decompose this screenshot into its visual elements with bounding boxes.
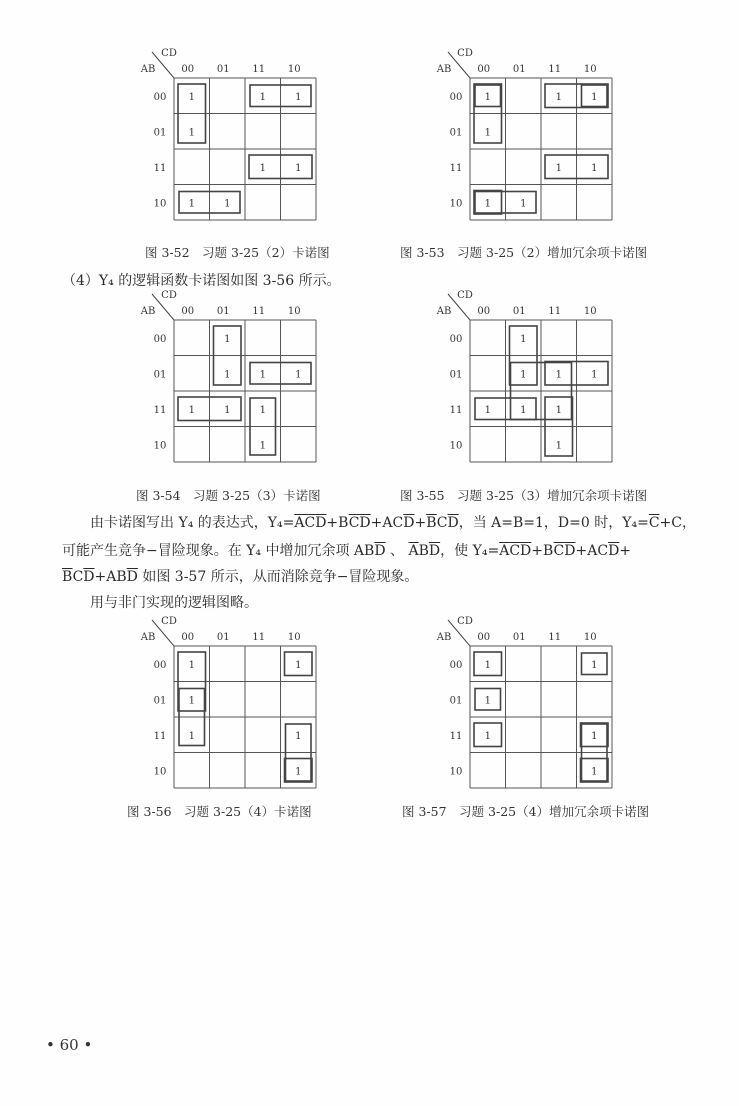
cell-one: 1 [188, 91, 195, 103]
figure-caption: 图 3-54 习题 3-25（3）卡诺图 [136, 488, 321, 503]
cd-label: CD [161, 616, 177, 627]
text-segment: ，当 A=B=1，D=0 时，Y₄= [458, 515, 649, 531]
row-label: 00 [449, 91, 463, 103]
row-label: 11 [153, 404, 167, 416]
overlined-variable: $\overline{C}$ [304, 515, 316, 531]
cell-one: 1 [484, 695, 491, 707]
overlined-variable: $\overline{C}$ [348, 515, 360, 531]
row-label: 10 [153, 766, 167, 778]
column-label: 00 [477, 632, 491, 643]
cd-label: CD [161, 48, 177, 59]
column-label: 11 [548, 306, 562, 317]
figure-caption: 图 3-55 习题 3-25（3）增加冗余项卡诺图 [400, 488, 648, 503]
column-label: 11 [548, 64, 562, 75]
paragraph-line [62, 566, 418, 586]
row-label: 10 [153, 198, 167, 210]
overlined-variable: $\overline{A}$ [408, 543, 419, 559]
overlined-variable: $\overline{C}$ [509, 543, 521, 559]
cd-label: CD [457, 48, 473, 59]
ab-label: AB [436, 632, 452, 643]
row-label: 10 [449, 766, 463, 778]
paragraph-line [62, 592, 258, 612]
cell-one: 1 [188, 198, 195, 210]
cell-one: 1 [224, 404, 231, 416]
cell-one: 1 [520, 369, 527, 381]
overlined-variable: $\overline{C}$ [648, 515, 660, 531]
text-segment: B [418, 543, 429, 559]
row-label: 01 [153, 695, 167, 707]
cell-one: 1 [259, 162, 266, 174]
ab-label: AB [140, 64, 156, 75]
karnaugh-map-fig-3-55 [430, 290, 620, 470]
cell-one: 1 [224, 333, 231, 345]
row-label: 11 [153, 730, 167, 742]
cell-one: 1 [259, 440, 266, 452]
cell-one: 1 [591, 730, 598, 742]
cell-one: 1 [188, 659, 195, 671]
text-segment: +B [326, 515, 349, 531]
overlined-variable: $\overline{A}$ [294, 515, 305, 531]
overlined-variable: $\overline{D}$ [374, 543, 386, 559]
overlined-variable: $\overline{B}$ [426, 515, 437, 531]
row-label: 01 [449, 127, 463, 139]
column-label: 10 [583, 64, 597, 75]
cell-one: 1 [224, 369, 231, 381]
cell-one: 1 [295, 659, 302, 671]
column-label: 00 [181, 64, 195, 75]
overlined-variable: $\overline{D}$ [359, 515, 371, 531]
text-segment: C [436, 515, 448, 531]
row-label: 01 [449, 369, 463, 381]
figure-caption: 图 3-53 习题 3-25（2）增加冗余项卡诺图 [400, 245, 648, 260]
cell-one: 1 [555, 440, 562, 452]
figure-caption: 图 3-56 习题 3-25（4）卡诺图 [127, 804, 312, 819]
row-label: 00 [153, 659, 167, 671]
column-label: 01 [216, 64, 230, 75]
cell-one: 1 [484, 91, 491, 103]
row-label: 00 [449, 333, 463, 345]
overlined-variable: $\overline{B}$ [62, 569, 73, 585]
figure-caption: 图 3-57 习题 3-25（4）增加冗余项卡诺图 [402, 804, 650, 819]
column-label: 11 [252, 632, 266, 643]
cell-one: 1 [188, 127, 195, 139]
cd-label: CD [457, 290, 473, 301]
cell-one: 1 [188, 730, 195, 742]
row-label: 01 [153, 127, 167, 139]
cell-one: 1 [520, 404, 527, 416]
overlined-variable: $\overline{D}$ [126, 569, 138, 585]
overlined-variable: $\overline{D}$ [428, 543, 441, 559]
ab-label: AB [436, 64, 452, 75]
overlined-variable: $\overline{D}$ [447, 515, 459, 531]
cell-one: 1 [295, 162, 302, 174]
ab-label: AB [140, 306, 156, 317]
row-label: 11 [449, 404, 463, 416]
row-label: 11 [449, 730, 463, 742]
column-label: 00 [181, 632, 195, 643]
text-segment: + [414, 515, 427, 531]
text-segment: 如图 3-57 所示，从而消除竞争−冒险现象。 [137, 569, 419, 585]
cell-one: 1 [484, 198, 491, 210]
cd-label: CD [161, 290, 177, 301]
column-label: 10 [287, 306, 301, 317]
cell-one: 1 [259, 91, 266, 103]
cell-one: 1 [484, 730, 491, 742]
text-segment: +AC [370, 515, 404, 531]
column-label: 00 [477, 64, 491, 75]
overlined-variable: $\overline{A}$ [499, 543, 510, 559]
overlined-variable: $\overline{D}$ [520, 543, 532, 559]
overlined-variable: $\overline{D}$ [315, 515, 327, 531]
cell-one: 1 [295, 91, 302, 103]
row-label: 11 [153, 162, 167, 174]
row-label: 10 [449, 440, 463, 452]
cell-one: 1 [295, 369, 302, 381]
cell-one: 1 [555, 369, 562, 381]
column-label: 11 [252, 306, 266, 317]
karnaugh-map-fig-3-56 [134, 616, 324, 796]
row-label: 10 [449, 198, 463, 210]
column-label: 00 [477, 306, 491, 317]
cell-one: 1 [259, 404, 266, 416]
text-segment: +B [531, 543, 554, 559]
cell-one: 1 [484, 659, 491, 671]
row-label: 01 [153, 369, 167, 381]
figure-caption: 图 3-52 习题 3-25（2）卡诺图 [145, 245, 330, 260]
column-label: 10 [583, 306, 597, 317]
text-segment: +AB [94, 569, 127, 585]
column-label: 01 [512, 632, 526, 643]
text-segment: ，使 Y₄= [440, 543, 500, 559]
column-label: 01 [512, 306, 526, 317]
cell-one: 1 [555, 162, 562, 174]
paragraph-line [62, 512, 696, 532]
text-segment: 用与非门实现的逻辑图略。 [62, 595, 258, 611]
cell-one: 1 [188, 695, 195, 707]
row-label: 01 [449, 695, 463, 707]
row-label: 00 [449, 659, 463, 671]
overlined-variable: $\overline{D}$ [403, 515, 415, 531]
overlined-variable: $\overline{D}$ [83, 569, 95, 585]
text-segment: C [72, 569, 84, 585]
cell-one: 1 [520, 333, 527, 345]
cell-one: 1 [295, 766, 302, 778]
text-segment: +AC [575, 543, 609, 559]
text-segment: 由卡诺图写出 Y₄ 的表达式，Y₄= [62, 515, 295, 531]
karnaugh-map-fig-3-57 [430, 616, 620, 796]
column-label: 10 [287, 632, 301, 643]
cell-one: 1 [591, 369, 598, 381]
column-label: 01 [216, 306, 230, 317]
cell-one: 1 [591, 766, 598, 778]
text-segment: 可能产生竞争−冒险现象。在 Y₄ 中增加冗余项 AB [62, 543, 375, 559]
text-segment: + [619, 543, 632, 559]
row-label: 11 [449, 162, 463, 174]
ab-label: AB [140, 632, 156, 643]
cell-one: 1 [520, 198, 527, 210]
cell-one: 1 [555, 91, 562, 103]
cd-label: CD [457, 616, 473, 627]
text-segment: 、 [385, 543, 409, 559]
cell-one: 1 [591, 91, 598, 103]
karnaugh-map-fig-3-52 [134, 48, 324, 228]
column-label: 11 [252, 64, 266, 75]
row-label: 10 [153, 440, 167, 452]
column-label: 10 [583, 632, 597, 643]
cell-one: 1 [591, 162, 598, 174]
karnaugh-map-fig-3-53 [430, 48, 620, 228]
ab-label: AB [436, 306, 452, 317]
column-label: 00 [181, 306, 195, 317]
overlined-variable: $\overline{D}$ [608, 543, 620, 559]
cell-one: 1 [224, 198, 231, 210]
column-label: 10 [287, 64, 301, 75]
cell-one: 1 [295, 730, 302, 742]
intro-text: （4）Y₄ 的逻辑函数卡诺图如图 3-56 所示。 [62, 273, 341, 289]
overlined-variable: $\overline{D}$ [564, 543, 576, 559]
column-label: 11 [548, 632, 562, 643]
cell-one: 1 [591, 659, 598, 671]
cell-one: 1 [188, 404, 195, 416]
row-label: 00 [153, 91, 167, 103]
page-number: • 60 • [46, 1036, 93, 1054]
cell-one: 1 [259, 369, 266, 381]
cell-one: 1 [484, 404, 491, 416]
cell-one: 1 [484, 127, 491, 139]
overlined-variable: $\overline{C}$ [553, 543, 565, 559]
row-label: 00 [153, 333, 167, 345]
cell-one: 1 [555, 404, 562, 416]
text-segment: +C， [659, 515, 696, 531]
paragraph-line [62, 540, 631, 560]
column-label: 01 [512, 64, 526, 75]
karnaugh-map-fig-3-54 [134, 290, 324, 470]
column-label: 01 [216, 632, 230, 643]
